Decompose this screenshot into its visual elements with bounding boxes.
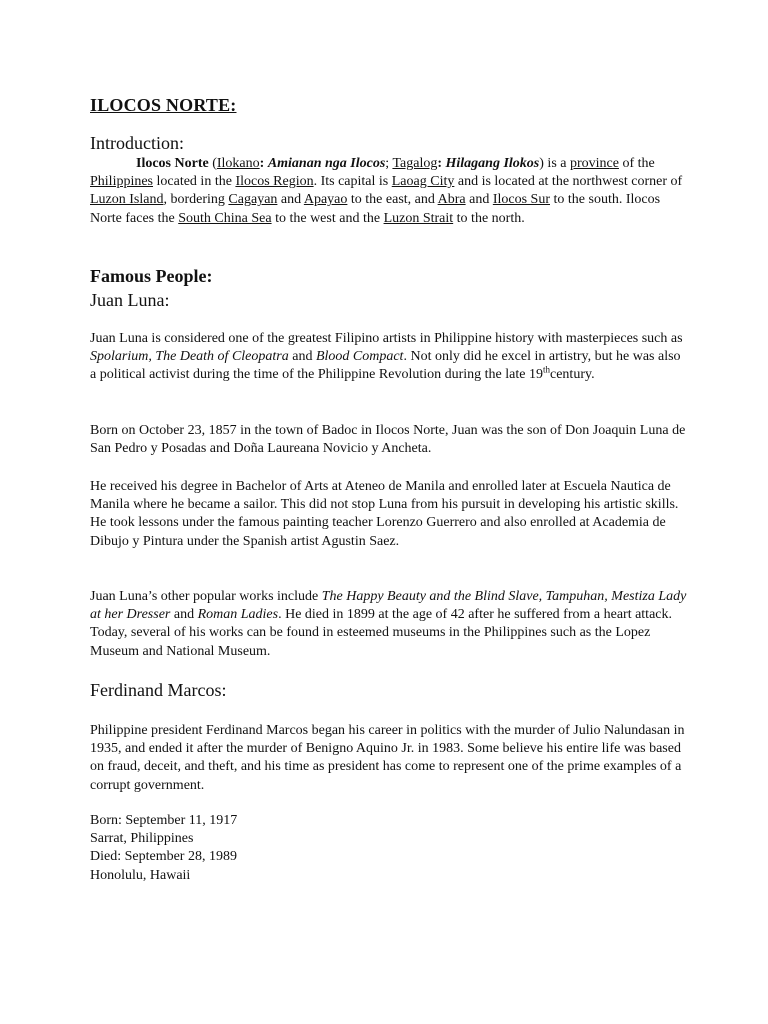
- born-place: Sarrat, Philippines: [90, 831, 194, 847]
- intro-local-name-tagalog: Hilagang Ilokos: [445, 156, 540, 171]
- link-apayao[interactable]: Apayao: [303, 192, 348, 208]
- link-tagalog[interactable]: Tagalog: [392, 156, 438, 171]
- ferdinand-marcos-paragraph: Philippine president Ferdinand Marcos began his career in politics with the murder of Julio Nalundasan in 1935, and ended it after the murder of Benigno Aquino Jr. in 1983. Some believe his entire life was based on fraud, deceit, and theft, and his time as president has come to represent one of the prime examples of a corrupt government.: [90, 723, 685, 793]
- juan-luna-paragraph-4: Juan Luna’s other popular works include The Happy Beauty and the Blind Slave, Tampuhan, Mestiza Lady at her Dresser and Roman Ladies. He died in 1899 at the age of 42 after he suffered from a heart attack. Today, several of his works can be found in esteemed museums in the Philippines such as the Lopez Museum and National Museum.: [90, 589, 687, 659]
- intro-local-name-ilokano: Amianan nga Ilocos: [267, 156, 386, 171]
- ordinal-suffix: th: [542, 364, 550, 375]
- link-ilocos-region[interactable]: Ilocos Region: [235, 174, 314, 190]
- link-luzon-strait[interactable]: Luzon Strait: [383, 210, 454, 226]
- link-province[interactable]: province: [569, 156, 619, 171]
- link-ilocos-sur[interactable]: Ilocos Sur: [492, 192, 550, 208]
- ferdinand-marcos-heading: Ferdinand Marcos:: [90, 680, 227, 700]
- juan-luna-paragraph-3: He received his degree in Bachelor of Arts at Ateneo de Manila and enrolled later at Escuela Nautica de Manila where he became a sailor. This did not stop Luna from his pursuit in developing his artistic skills. He took lessons under the famous painting teacher Lorenzo Guerrero and also enrolled at Academia de Dibujo y Pintura under the Spanish artist Agustin Saez.: [90, 479, 679, 549]
- introduction-heading: Introduction:: [90, 133, 184, 153]
- introduction-paragraph: Ilocos Norte (Ilokano: Amianan nga Ilocos; Tagalog: Hilagang Ilokos) is a province of the Philippines located in the Ilocos Region. Its capital is Laoag City and is located at the northwest corner of Luzon Island, bordering Cagayan and Apayao to the east, and Abra and Ilocos Sur to the south. Ilocos Norte faces the South China Sea to the west and the Luzon Strait to the north.: [90, 156, 683, 226]
- famous-people-heading: Famous People:: [90, 266, 213, 286]
- marcos-vital-info: [90, 812, 690, 885]
- link-south-china-sea[interactable]: South China Sea: [178, 210, 272, 226]
- link-abra[interactable]: Abra: [437, 192, 466, 208]
- juan-luna-heading: Juan Luna:: [90, 290, 170, 310]
- juan-luna-paragraph-2: Born on October 23, 1857 in the town of Badoc in Ilocos Norte, Juan was the son of Don Joaquin Luna de San Pedro y Posadas and Doña Laureana Novicio y Ancheta.: [90, 423, 686, 457]
- link-philippines[interactable]: Philippines: [90, 174, 154, 190]
- roman-ladies-italic: Roman Ladies: [197, 607, 279, 623]
- intro-name: Ilocos Norte: [136, 156, 209, 171]
- document-title: ILOCOS NORTE:: [90, 95, 237, 115]
- died-date: Died: September 28, 1989: [90, 849, 237, 865]
- luna-works-italic: Spolarium, The Death of Cleopatra: [90, 349, 289, 365]
- juan-luna-paragraph-1: Juan Luna is considered one of the greatest Filipino artists in Philippine history with masterpieces such as Spolarium, The Death of Cleopatra and Blood Compact. Not only did he excel in artistry, but he was also a political activist during the time of the Philippine Revolution during the late 19thcentury.: [90, 331, 683, 383]
- luna-popular-works-italic: The Happy Beauty and the Blind Slave, Tampuhan, Mestiza Lady at her Dresser: [90, 589, 687, 623]
- link-ilokano[interactable]: Ilokano: [216, 156, 260, 171]
- link-luzon-island[interactable]: Luzon Island: [90, 192, 164, 208]
- link-cagayan[interactable]: Cagayan: [228, 192, 278, 208]
- blood-compact-italic: Blood Compact: [315, 349, 404, 365]
- died-place: Honolulu, Hawaii: [90, 867, 191, 883]
- link-laoag-city[interactable]: Laoag City: [391, 174, 455, 190]
- born-date: Born: September 11, 1917: [90, 813, 238, 828]
